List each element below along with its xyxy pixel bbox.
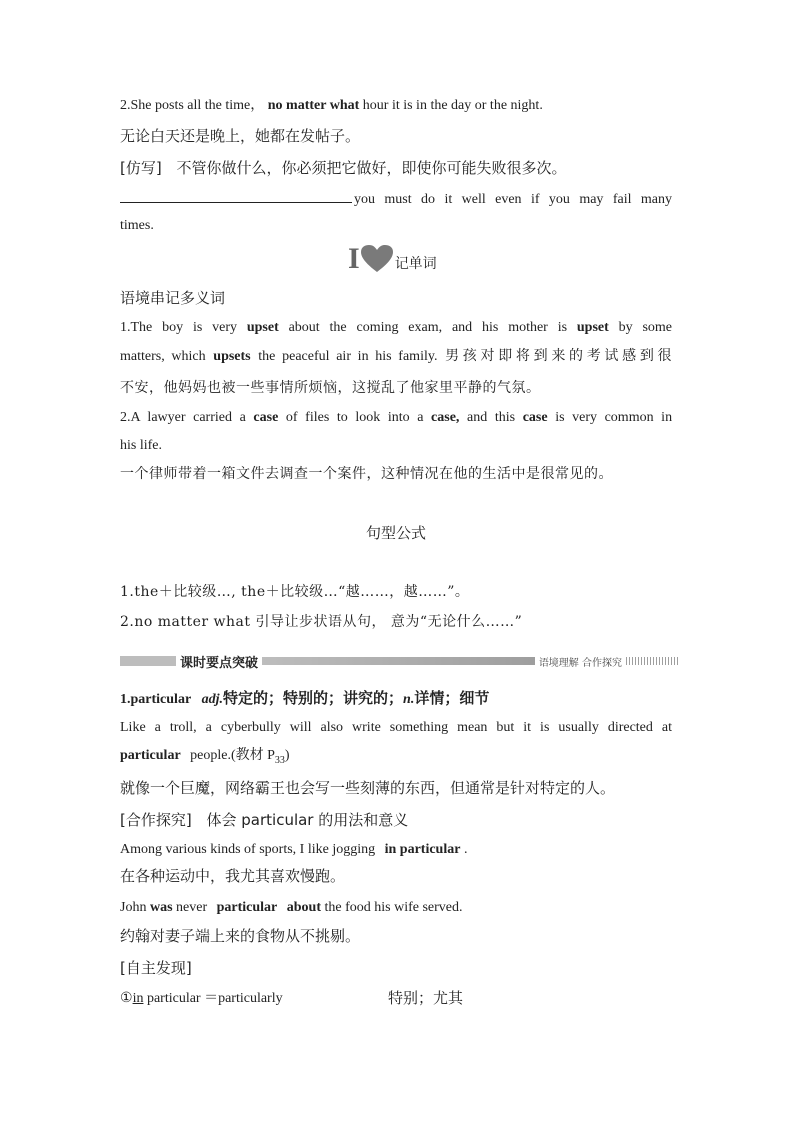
bold-word: case <box>253 410 279 425</box>
bold-word: particular <box>216 900 278 915</box>
banner-bar <box>262 657 535 665</box>
pattern-1: 1.the＋比较级…, the＋比较级…“越……，越……”。 <box>120 584 470 600</box>
text: 2.A lawyer carried a <box>120 410 246 425</box>
explore-example-1 <box>120 840 467 860</box>
explore-example-1-translation: 在各种运动中，我尤其喜欢慢跑。 <box>120 867 346 885</box>
entry-1-example-line2 <box>120 746 290 771</box>
text: matters, which <box>120 349 206 364</box>
text: people.(教材 P <box>190 748 275 763</box>
sentence-2-translation: 无论白天还是晚上，她都在发帖子。 <box>120 127 361 145</box>
key-points-banner <box>120 654 680 671</box>
polysemy-s2-translation: 一个律师带着一箱文件去调查一个案件，这种情况在他的生活中是很常见的。 <box>120 466 613 482</box>
polysemy-s1-line2 <box>120 346 672 367</box>
text: about the coming exam, and his mother is <box>288 320 568 335</box>
polysemy-heading: 语境串记多义词 <box>120 289 226 307</box>
bold-word: particular <box>120 748 181 763</box>
text: the food his wife served. <box>324 900 463 915</box>
imitate-answer-line <box>120 188 672 210</box>
page-subscript: 33 <box>274 754 285 766</box>
polysemy-s2-line1 <box>120 408 672 428</box>
text: ) <box>284 748 290 763</box>
headword: 1.particular <box>120 692 192 707</box>
explore-text: 体会 particular 的用法和意义 <box>206 811 409 829</box>
entry-1-example-translation: 就像一个巨魔，网络霸王也会写一些刻薄的东西，但通常是针对特定的人。 <box>120 779 616 797</box>
imitate-tail: you must do it well even if you may fail many <box>354 192 672 207</box>
vocab-banner <box>348 244 437 274</box>
text: particular ＝particularly <box>143 991 283 1006</box>
entry-1-example-line1: Like a troll, a cyberbully will also write something mean but it is usually directed at <box>120 720 672 735</box>
text: never <box>176 900 208 915</box>
bold-word: upsets <box>213 349 251 364</box>
pattern-2: 2.no matter what 引导让步状语从句， 意为“无论什么……” <box>120 614 523 630</box>
text: John <box>120 900 147 915</box>
definition: 特定的；特别的；讲究的 <box>223 689 389 707</box>
discover-item-1 <box>120 988 464 1009</box>
explore-example-2 <box>120 898 463 918</box>
bold-word: upset <box>576 320 609 335</box>
bold-word: in particular <box>384 842 461 857</box>
discover-label: [自主发现] <box>120 959 192 977</box>
patterns-title: 句型公式 <box>365 524 426 542</box>
item-number: ① <box>120 991 133 1006</box>
explore-label: [合作探究] <box>120 811 192 829</box>
heart-icon <box>361 245 393 273</box>
imitate-tail-2: times. <box>120 218 154 233</box>
sentence-text: 2.She posts all the time， <box>120 98 265 113</box>
definition: 详情；细节 <box>414 689 490 707</box>
banner-tag: 语境理解 合作探究 <box>538 657 622 669</box>
part-of-speech: n. <box>403 692 415 707</box>
sentence-bold: no matter what <box>267 98 360 113</box>
text: Among various kinds of sports, I like jogging <box>120 842 376 857</box>
explore-prompt <box>120 810 408 830</box>
sentence-text: hour it is in the day or the night. <box>362 98 543 113</box>
polysemy-s2-line2: his life. <box>120 438 162 453</box>
text: by some <box>618 320 673 335</box>
polysemy-s1-line1 <box>120 318 672 338</box>
bold-word: case, <box>431 410 460 425</box>
imitate-prompt <box>120 158 567 178</box>
text: and this <box>467 410 516 425</box>
imitate-text: 不管你做什么，你必须把它做好，即使你可能失败很多次。 <box>176 159 567 177</box>
part-of-speech: adj. <box>201 692 223 707</box>
explore-example-2-translation: 约翰对妻子端上来的食物从不挑剔。 <box>120 927 361 945</box>
banner-block <box>120 656 176 666</box>
entry-1-headword: 1.particular adj.特定的；特别的；讲究的；n.详情；细节 <box>120 689 490 707</box>
bold-word: about <box>286 900 321 915</box>
bold-word: upset <box>246 320 279 335</box>
vocab-label: 记单词 <box>394 256 437 272</box>
text: is very common in <box>555 410 673 425</box>
bold-word: was <box>149 900 173 915</box>
sentence-2 <box>120 96 543 116</box>
text: . <box>463 842 468 857</box>
text: of files to look into a <box>285 410 424 425</box>
polysemy-s1-line3: 不安，他妈妈也被一些事情所烦恼，这搅乱了他家里平静的气氛。 <box>120 380 541 396</box>
imitate-label: [仿写] <box>120 159 162 177</box>
translation: 特别；尤其 <box>388 989 464 1007</box>
translation: 男孩对即将到来的考试感到很 <box>445 348 673 364</box>
i-letter: I <box>348 242 360 275</box>
underlined-word: in <box>132 991 144 1006</box>
text: the peaceful air in his family. <box>258 349 438 364</box>
answer-blank[interactable] <box>120 188 352 203</box>
banner-stripes <box>626 657 680 665</box>
bold-word: case <box>522 410 548 425</box>
banner-title: 课时要点突破 <box>180 655 259 671</box>
text: 1.The boy is very <box>120 320 237 335</box>
